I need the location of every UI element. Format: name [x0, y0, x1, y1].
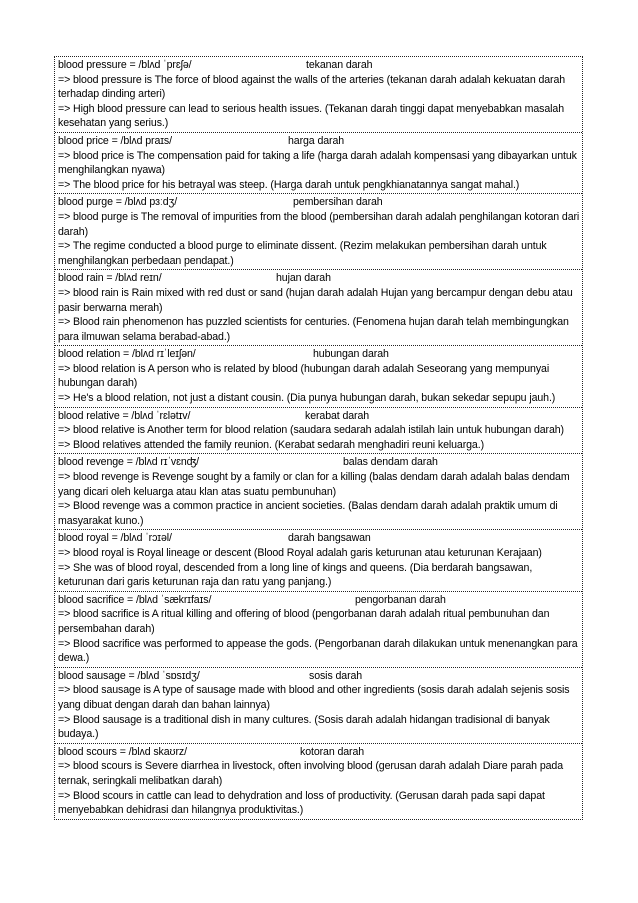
- vocab-entry: [55, 530, 582, 591]
- entry-example: => Blood rain phenomenon has puzzled scientists for centuries. (Fenomena hujan darah telah membingungkan para ilmuwan selama berabad-abad.): [58, 316, 569, 343]
- vocab-entry: [55, 346, 582, 407]
- entry-term: blood sausage = /blʌd ˈsɒsɪdʒ/: [58, 669, 200, 682]
- entry-definition: => blood relative is Another term for blood relation (saudara sedarah adalah istilah lain untuk hubungan darah): [58, 424, 564, 437]
- entry-meaning: tekanan darah: [306, 59, 373, 71]
- entry-example: => High blood pressure can lead to serious health issues. (Tekanan darah tinggi dapat menyebabkan masalah kesehatan yang serius.): [58, 102, 564, 130]
- entry-term: blood pressure = /blʌd ˈprɛʃə/: [58, 59, 192, 71]
- entry-example: => Blood revenge was a common practice in ancient societies. (Balas dendam darah adalah praktik umum di masyarakat kuno.): [58, 500, 558, 527]
- entry-term: blood price = /blʌd praɪs/: [58, 134, 172, 147]
- vocab-entry: [55, 592, 582, 668]
- entry-example: => He's a blood relation, not just a distant cousin. (Dia punya hubungan darah, bukan sekedar sepupu jauh.): [58, 392, 556, 405]
- entry-term: blood purge = /blʌd pɜːdʒ/: [58, 196, 178, 209]
- entry-meaning: pembersihan darah: [293, 196, 383, 209]
- entry-header: [58, 593, 580, 608]
- entry-example: => Blood sacrifice was performed to appease the gods. (Pengorbanan darah dilakukan untuk menenangkan para dewa.): [58, 637, 578, 665]
- entry-header: [58, 531, 580, 546]
- entry-definition: => blood sacrifice is A ritual killing and offering of blood (pengorbanan darah adalah ritual pembunuhan dan persembahan darah): [58, 608, 550, 635]
- entry-meaning: balas dendam darah: [343, 456, 438, 469]
- entry-example: => Blood sausage is a traditional dish in many cultures. (Sosis darah adalah hidangan tradisional di banyak budaya.): [58, 713, 550, 741]
- vocabulary-table: [54, 56, 583, 820]
- vocab-entry: [55, 57, 582, 133]
- entry-example: => Blood relatives attended the family reunion. (Kerabat sedarah menghadiri reuni keluarga.): [58, 438, 484, 451]
- entry-definition: => blood relation is A person who is related by blood (hubungan darah adalah Seseorang yang mempunyai hubungan darah): [58, 362, 550, 390]
- entry-definition: => blood sausage is A type of sausage made with blood and other ingredients (sosis darah adalah sejenis sosis yang dibuat dengan darah dan bahan lainnya): [58, 684, 570, 711]
- vocab-entry: [55, 133, 582, 194]
- entry-definition: => blood rain is Rain mixed with red dust or sand (hujan darah adalah Hujan yang bercampur dengan debu atau pasir berwarna merah): [58, 286, 573, 314]
- entry-meaning: hujan darah: [276, 272, 331, 285]
- vocab-entry: [55, 408, 582, 455]
- entry-term: blood revenge = /blʌd rɪˈvɛnʤ/: [58, 456, 199, 469]
- entry-header: [58, 347, 580, 362]
- entry-example: => The regime conducted a blood purge to eliminate dissent. (Rezim melakukan pembersihan darah untuk menghilangkan perbedaan pendapat.): [58, 240, 547, 267]
- entry-definition: => blood revenge is Revenge sought by a family or clan for a killing (balas dendam darah adalah balas dendam yang dicari oleh keluarga atau klan atas suatu pembunuhan): [58, 471, 570, 498]
- vocab-entry: [55, 270, 582, 346]
- entry-header: [58, 455, 580, 470]
- vocab-entry: [55, 454, 582, 530]
- entry-example: => The blood price for his betrayal was steep. (Harga darah untuk pengkhianatannya sangat mahal.): [58, 178, 520, 191]
- entry-example: => She was of blood royal, descended from a long line of kings and queens. (Dia berdarah bangsawan, keturunan dari garis keturunan raja dan ratu yang panjang.): [58, 561, 533, 589]
- entry-definition: => blood purge is The removal of impurities from the blood (pembersihan darah adalah penghilangan kotoran dari darah): [58, 210, 580, 238]
- vocab-entry: [55, 194, 582, 270]
- entry-meaning: hubungan darah: [313, 348, 389, 361]
- entry-term: blood relative = /blʌd ˈrɛlətɪv/: [58, 409, 191, 422]
- entry-header: [58, 745, 580, 760]
- entry-definition: => blood scours is Severe diarrhea in livestock, often involving blood (gerusan darah adalah Diare parah pada ternak, seringkali melibatkan darah): [58, 760, 563, 787]
- entry-header: [58, 58, 580, 73]
- entry-meaning: pengorbanan darah: [355, 593, 446, 606]
- vocab-entry: [55, 744, 582, 819]
- entry-meaning: darah bangsawan: [288, 532, 371, 545]
- entry-meaning: kotoran darah: [300, 745, 365, 758]
- entry-header: [58, 409, 580, 424]
- entry-meaning: sosis darah: [309, 669, 363, 682]
- entry-definition: => blood pressure is The force of blood against the walls of the arteries (tekanan darah adalah kekuatan darah terhadap dinding arteri): [58, 73, 566, 101]
- entry-header: [58, 669, 580, 684]
- entry-term: blood sacrifice = /blʌd ˈsækrɪfaɪs/: [58, 593, 212, 606]
- entry-term: blood royal = /blʌd ˈrɔɪəl/: [58, 532, 172, 545]
- entry-meaning: kerabat darah: [305, 409, 370, 422]
- entry-header: [58, 195, 580, 210]
- entry-example: => Blood scours in cattle can lead to dehydration and loss of productivity. (Gerusan darah pada sapi dapat menyebabkan dehidrasi dan hilangnya produktivitas.): [58, 789, 545, 817]
- entry-term: blood scours = /blʌd skaʊrz/: [58, 745, 187, 758]
- entry-term: blood relation = /blʌd rɪˈleɪʃən/: [58, 348, 196, 361]
- entry-definition: => blood price is The compensation paid for taking a life (harga darah adalah kompensasi yang dibayarkan untuk menghilangkan nyawa): [58, 149, 577, 177]
- entry-term: blood rain = /blʌd reɪn/: [58, 272, 162, 285]
- entry-meaning: harga darah: [288, 134, 345, 147]
- entry-header: [58, 271, 580, 286]
- entry-definition: => blood royal is Royal lineage or descent (Blood Royal adalah garis keturunan atau keturunan Kerajaan): [58, 547, 542, 559]
- entry-header: [58, 134, 580, 149]
- vocab-entry: [55, 668, 582, 744]
